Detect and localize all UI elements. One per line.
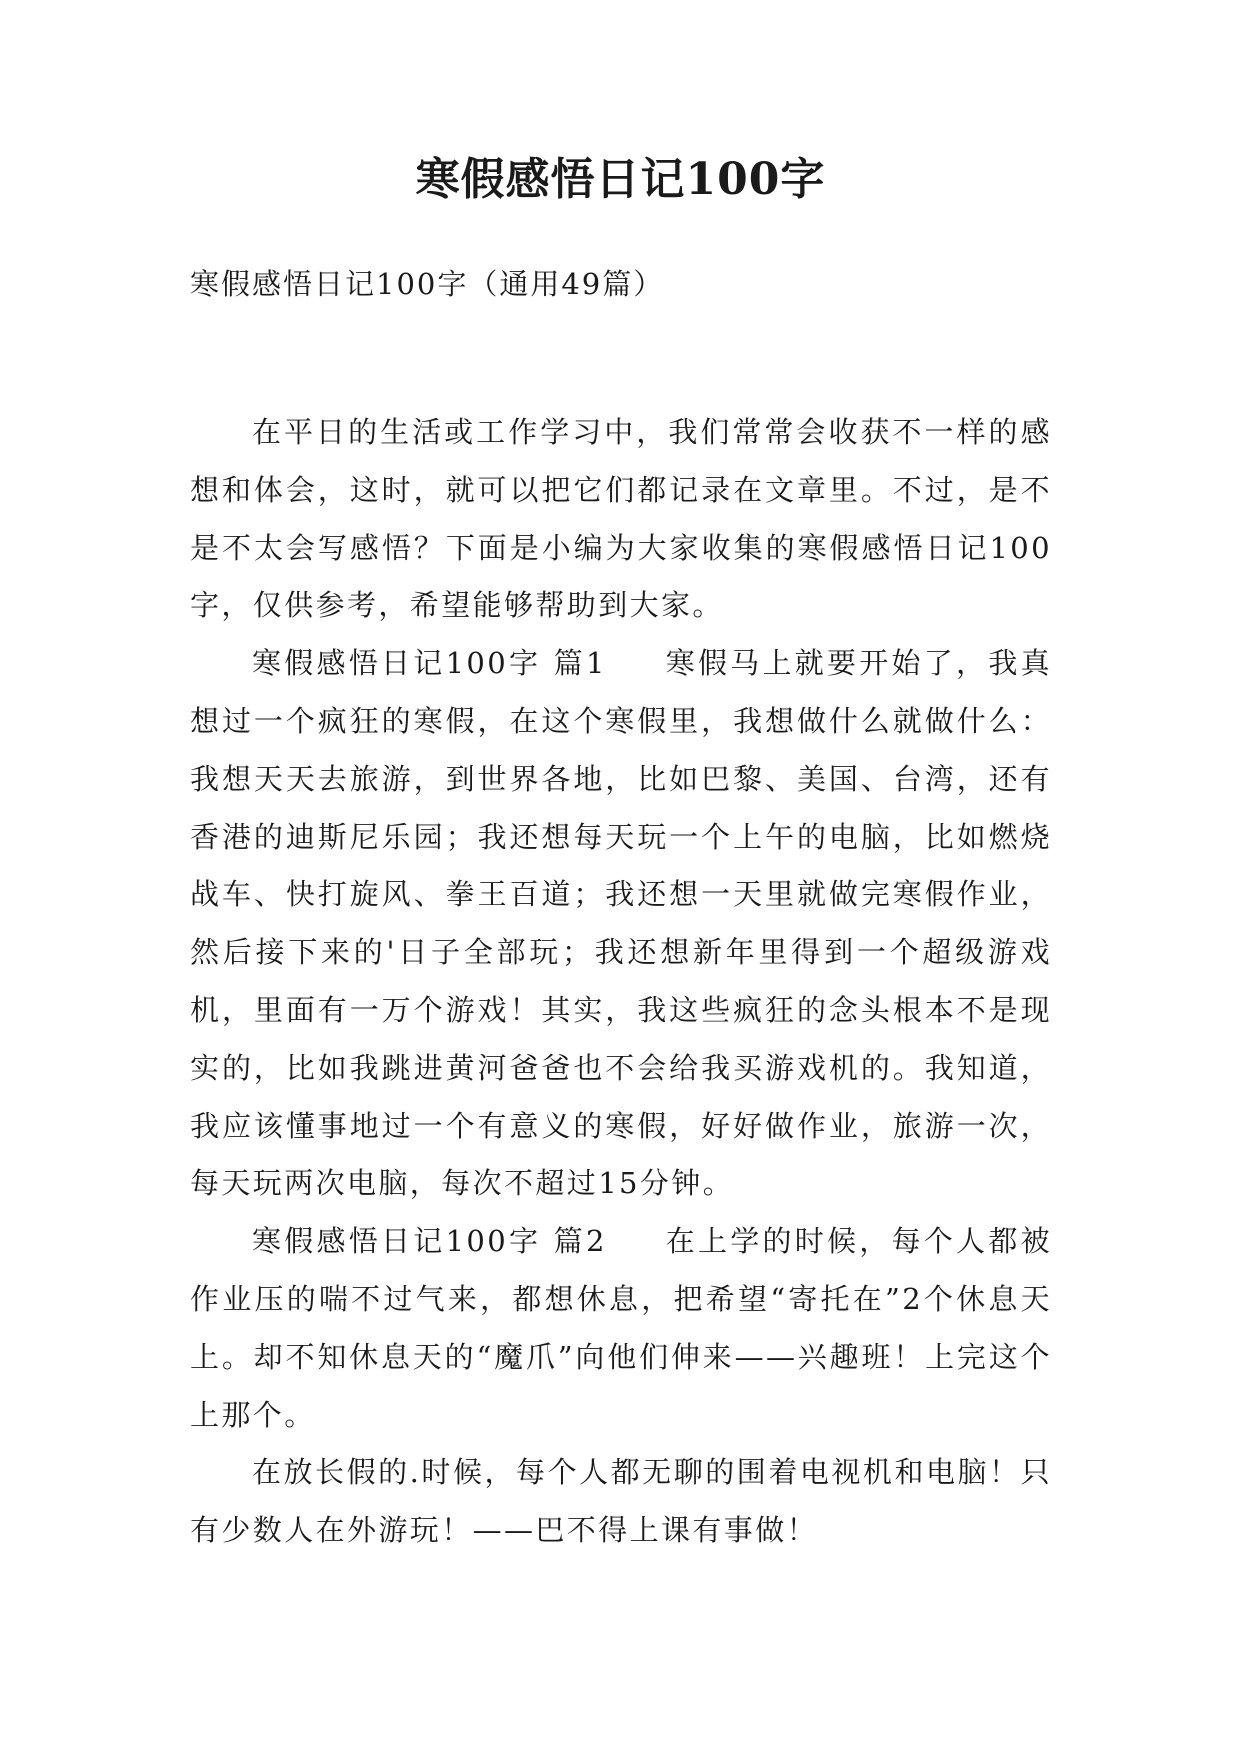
entry-paragraph-1 xyxy=(190,635,1052,1213)
entry-heading-1: 寒假感悟日记100字 篇1 xyxy=(252,646,607,681)
document-subtitle: 寒假感悟日记100字（通用49篇） xyxy=(190,267,665,301)
document-body xyxy=(190,404,1052,1560)
entry-heading-2: 寒假感悟日记100字 篇2 xyxy=(252,1224,607,1259)
document-title: 寒假感悟日记100字 xyxy=(415,154,826,205)
intro-paragraph: 在平日的生活或工作学习中，我们常常会收获不一样的感想和体会，这时，就可以把它们都记录在文章里。不过，是不是不太会写感悟？下面是小编为大家收集的寒假感悟日记100字，仅供参考，希望能够帮助到大家。 xyxy=(190,415,1052,623)
entry-text-1: 寒假马上就要开始了，我真想过一个疯狂的寒假，在这个寒假里，我想做什么就做什么：我想天天去旅游，到世界各地，比如巴黎、美国、台湾，还有香港的迪斯尼乐园；我还想每天玩一个上午的电脑，比如燃烧战车、快打旋风、拳王百道；我还想一天里就做完寒假作业，然后接下来的'日子全部玩；我还想新年里得到一个超级游戏机，里面有一万个游戏！其实，我这些疯狂的念头根本不是现实的，比如我跳进黄河爸爸也不会给我买游戏机的。我知道，我应该懂事地过一个有意义的寒假，好好做作业，旅游一次，每天玩两次电脑，每次不超过15分钟。 xyxy=(190,646,1052,1201)
entry-paragraph-2 xyxy=(190,1213,1052,1444)
entry-text-2: 在上学的时候，每个人都被作业压的喘不过气来，都想休息，把希望“寄托在”2个休息天上。却不知休息天的“魔爪”向他们伸来——兴趣班！上完这个上那个。 xyxy=(190,1224,1052,1432)
closing-paragraph: 在放长假的.时候，每个人都无聊的围着电视机和电脑！只有少数人在外游玩！——巴不得上课有事做！ xyxy=(190,1455,1052,1548)
